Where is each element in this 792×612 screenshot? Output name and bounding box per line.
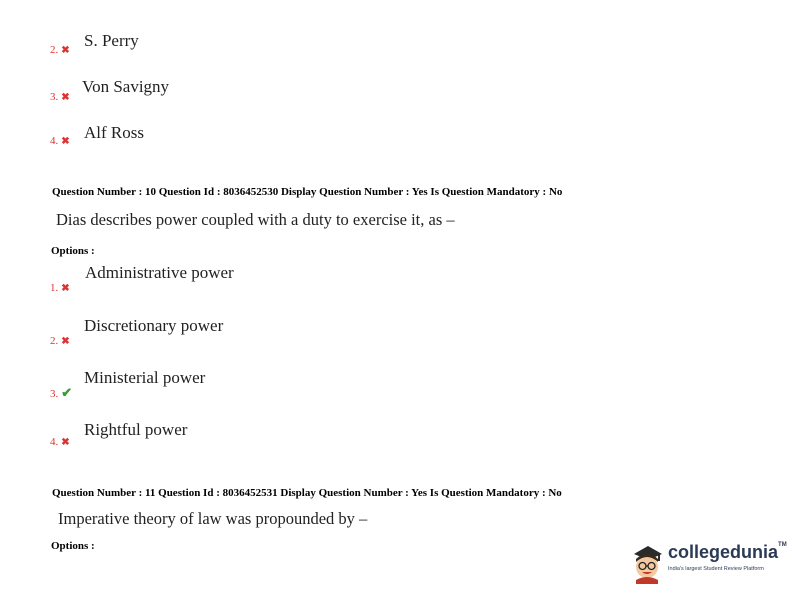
question-text: Dias describes power coupled with a duty to exercise it, as –	[56, 210, 455, 229]
option-number-label: 2.	[50, 335, 59, 347]
option-number	[50, 436, 70, 448]
brand-text: collegedunia	[668, 542, 779, 562]
option-text: Von Savigny	[82, 77, 170, 96]
option-text: Alf Ross	[84, 123, 144, 142]
option-number-label: 1.	[50, 282, 59, 294]
options-label: Options :	[51, 540, 95, 552]
option-number	[50, 135, 70, 147]
option-number-label: 2.	[50, 44, 59, 56]
question-text: Imperative theory of law was propounded by –	[58, 509, 368, 528]
option-text: Discretionary power	[84, 316, 224, 335]
cross-icon: ✖	[61, 336, 70, 347]
option-number-label: 4.	[50, 436, 59, 448]
brand-name	[668, 542, 787, 563]
options-label: Options :	[51, 245, 95, 257]
brand-tagline: India's largest Student Review Platform	[668, 566, 764, 572]
mascot-icon	[628, 540, 666, 584]
check-icon: ✔	[61, 385, 73, 400]
cross-icon: ✖	[61, 45, 70, 56]
option-number	[50, 91, 70, 103]
cross-icon: ✖	[61, 92, 70, 103]
option-number	[50, 385, 72, 401]
option-number-label: 3.	[50, 91, 59, 103]
option-number	[50, 44, 70, 56]
option-number-label: 4.	[50, 135, 59, 147]
option-number	[50, 335, 70, 347]
option-text: S. Perry	[84, 31, 139, 50]
trademark: TM	[778, 542, 787, 548]
cross-icon: ✖	[61, 283, 70, 294]
question-meta: Question Number : 10 Question Id : 8036452530 Display Question Number : Yes Is Question Mandatory : No	[52, 186, 563, 198]
option-text: Rightful power	[84, 420, 188, 439]
question-meta: Question Number : 11 Question Id : 8036452531 Display Question Number : Yes Is Question Mandatory : No	[52, 487, 562, 499]
cross-icon: ✖	[61, 136, 70, 147]
option-text-correct: Ministerial power	[84, 368, 206, 387]
option-number	[50, 282, 70, 294]
cross-icon: ✖	[61, 437, 70, 448]
collegedunia-logo	[628, 540, 787, 588]
option-number-label: 3.	[50, 388, 59, 400]
option-text: Administrative power	[85, 263, 234, 282]
